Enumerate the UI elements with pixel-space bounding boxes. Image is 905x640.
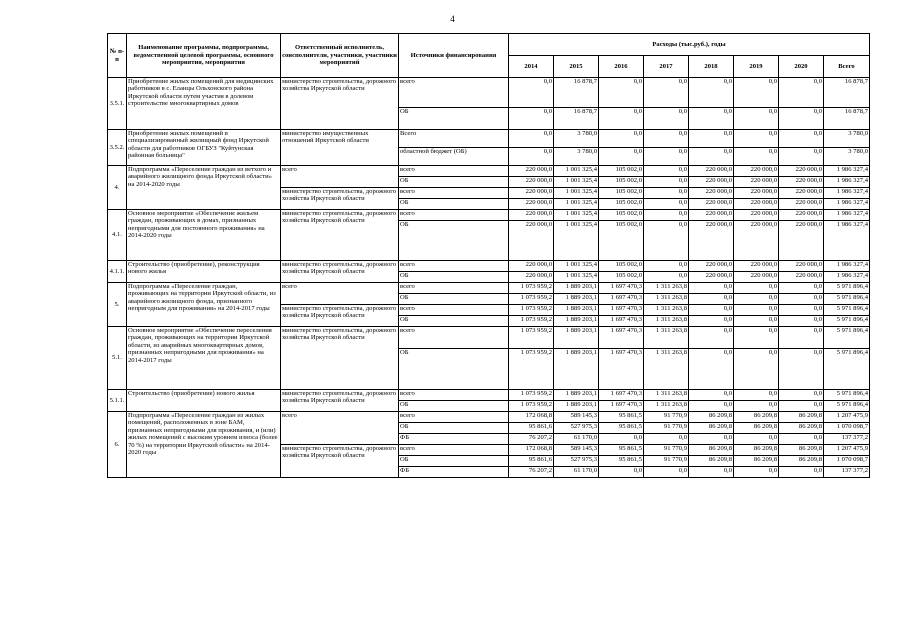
expense-value: 5 971 896,4	[824, 327, 870, 349]
table-row	[108, 390, 870, 401]
expense-value: 1 697 470,3	[599, 316, 644, 327]
expense-value: 0,0	[734, 434, 779, 445]
header-year: 2017	[644, 56, 689, 78]
expense-value: 1 001 325,4	[554, 261, 599, 272]
expense-value: 0,0	[779, 78, 824, 108]
expense-value: 0,0	[689, 390, 734, 401]
expense-value: 0,0	[689, 327, 734, 349]
funding-source: всего	[399, 305, 509, 316]
expense-value: 0,0	[509, 148, 554, 166]
row-number: 5.1.	[108, 327, 127, 390]
expense-value: 172 068,8	[509, 445, 554, 456]
row-number: 4.1.	[108, 210, 127, 261]
expense-value: 3 780,0	[824, 148, 870, 166]
expense-value: 1 311 263,8	[644, 283, 689, 294]
expense-value: 0,0	[644, 467, 689, 478]
header-year: 2020	[779, 56, 824, 78]
expense-value: 0,0	[644, 177, 689, 188]
expense-value: 220 000,0	[779, 210, 824, 221]
expense-value: 95 861,5	[599, 445, 644, 456]
table-row	[108, 283, 870, 294]
expense-value: 105 002,0	[599, 199, 644, 210]
header-year: 2019	[734, 56, 779, 78]
expense-value: 0,0	[779, 327, 824, 349]
expense-value: 1 070 098,7	[824, 423, 870, 434]
program-name: Приобретение жилых помещений в специализированный жилищный фонд Иркутской области для работников ОГБУЗ "Куйтунская районная больница"	[127, 130, 281, 166]
program-name: Строительство (приобретение), реконструкция нового жилья	[127, 261, 281, 283]
expense-value: 1 889 203,1	[554, 401, 599, 412]
expense-value: 5 971 896,4	[824, 349, 870, 390]
expense-value: 1 073 959,2	[509, 349, 554, 390]
program-name: Основное мероприятие «Обеспечение жильем граждан, проживающих в домах, признанных непригодными для постоянного проживания» на 2014-2020 годы	[127, 210, 281, 261]
page-number: 4	[450, 14, 455, 24]
expense-value: 1 311 263,8	[644, 305, 689, 316]
expense-value: 5 971 896,4	[824, 390, 870, 401]
expense-value: 220 000,0	[689, 261, 734, 272]
executor: министерство строительства, дорожного хозяйства Иркутской области	[281, 210, 399, 261]
executor: министерство имущественных отношений Иркутской области	[281, 130, 399, 166]
expense-value: 1 697 470,3	[599, 283, 644, 294]
expense-value: 220 000,0	[689, 221, 734, 261]
expense-value: 86 209,8	[779, 412, 824, 423]
expense-value: 0,0	[689, 294, 734, 305]
expense-value: 220 000,0	[734, 188, 779, 199]
expense-value: 220 000,0	[734, 166, 779, 177]
table-row	[108, 261, 870, 272]
expense-value: 86 209,8	[689, 456, 734, 467]
expense-value: 91 770,9	[644, 456, 689, 467]
row-number: 3.5.2.	[108, 130, 127, 166]
expense-value: 220 000,0	[779, 166, 824, 177]
expense-value: 0,0	[644, 261, 689, 272]
expense-value: 220 000,0	[689, 199, 734, 210]
header-year: 2016	[599, 56, 644, 78]
expense-value: 0,0	[644, 221, 689, 261]
expense-value: 0,0	[509, 108, 554, 130]
expense-value: 220 000,0	[734, 261, 779, 272]
expense-value: 1 697 470,3	[599, 294, 644, 305]
expense-value: 3 780,0	[554, 130, 599, 148]
expense-value: 86 209,8	[689, 423, 734, 434]
expense-value: 1 986 327,4	[824, 261, 870, 272]
program-name: Подпрограмма «Переселение граждан, проживающих на территории Иркутской области, из аварийного жилищного фонда, признанного непригодным для проживания» на 2014-2017 годы	[127, 283, 281, 327]
expense-value: 0,0	[689, 148, 734, 166]
expense-value: 76 207,2	[509, 467, 554, 478]
expense-value: 5 971 896,4	[824, 283, 870, 294]
funding-source: всего	[399, 210, 509, 221]
expense-value: 86 209,8	[689, 445, 734, 456]
expense-value: 220 000,0	[689, 188, 734, 199]
expense-value: 1 697 470,3	[599, 327, 644, 349]
expense-value: 86 209,8	[689, 412, 734, 423]
executor: всего	[281, 166, 399, 188]
expense-value: 1 986 327,4	[824, 210, 870, 221]
funding-source: ОБ	[399, 456, 509, 467]
expense-value: 105 002,0	[599, 188, 644, 199]
funding-source: ОБ	[399, 423, 509, 434]
row-number: 4.	[108, 166, 127, 210]
header-expenses: Расходы (тыс.руб.), годы	[509, 34, 870, 56]
header-source: Источники финансирования	[399, 34, 509, 78]
expense-value: 1 986 327,4	[824, 188, 870, 199]
expense-value: 86 209,8	[779, 456, 824, 467]
funding-source: всего	[399, 261, 509, 272]
funding-source: ОБ	[399, 294, 509, 305]
header-year: 2014	[509, 56, 554, 78]
expense-value: 0,0	[779, 305, 824, 316]
program-name: Основное мероприятие «Обеспечение переселения граждан, проживающих на территории Иркутской области, из аварийных многоквартирных домов, признанных непригодными для проживания» на 2014-2017 годы	[127, 327, 281, 390]
expense-value: 137 377,2	[824, 467, 870, 478]
expense-value: 0,0	[779, 294, 824, 305]
expense-value: 95 861,5	[599, 412, 644, 423]
expense-value: 61 170,0	[554, 467, 599, 478]
expense-value: 5 971 896,4	[824, 316, 870, 327]
expense-value: 1 070 098,7	[824, 456, 870, 467]
executor: министерство строительства, дорожного хозяйства Иркутской области	[281, 78, 399, 130]
expense-value: 220 000,0	[779, 221, 824, 261]
program-name: Подпрограмма «Переселение граждан из ветхого и аварийного жилищного фонда Иркутской области» на 2014-2020 годы	[127, 166, 281, 210]
expense-value: 1 697 470,3	[599, 305, 644, 316]
funding-source: ОБ	[399, 272, 509, 283]
expenses-table	[107, 33, 870, 478]
expense-value: 220 000,0	[509, 261, 554, 272]
expense-value: 0,0	[644, 188, 689, 199]
expense-value: 0,0	[689, 316, 734, 327]
expense-value: 1 311 263,8	[644, 316, 689, 327]
expense-value: 0,0	[599, 78, 644, 108]
expense-value: 0,0	[779, 467, 824, 478]
expense-value: 105 002,0	[599, 221, 644, 261]
expense-value: 527 975,3	[554, 423, 599, 434]
funding-source: ОБ	[399, 108, 509, 130]
funding-source: всего	[399, 445, 509, 456]
expense-value: 0,0	[779, 401, 824, 412]
expense-value: 0,0	[599, 148, 644, 166]
expense-value: 86 209,8	[779, 423, 824, 434]
expense-value: 1 073 959,2	[509, 390, 554, 401]
expense-value: 220 000,0	[689, 210, 734, 221]
expense-value: 0,0	[689, 130, 734, 148]
expense-value: 0,0	[734, 316, 779, 327]
expense-value: 1 207 475,9	[824, 412, 870, 423]
header-num: № п-п	[108, 34, 127, 78]
expense-value: 1 986 327,4	[824, 221, 870, 261]
expense-value: 0,0	[734, 467, 779, 478]
expense-value: 1 073 959,2	[509, 305, 554, 316]
funding-source: ОБ	[399, 349, 509, 390]
table-row	[108, 327, 870, 349]
expense-value: 105 002,0	[599, 210, 644, 221]
expense-value: 91 770,9	[644, 445, 689, 456]
expense-value: 1 001 325,4	[554, 188, 599, 199]
expense-value: 16 878,7	[554, 108, 599, 130]
expense-value: 0,0	[644, 78, 689, 108]
expense-value: 0,0	[644, 272, 689, 283]
expense-value: 0,0	[644, 166, 689, 177]
expense-value: 0,0	[644, 108, 689, 130]
expense-value: 589 145,3	[554, 412, 599, 423]
row-number: 3.5.1.	[108, 78, 127, 130]
expense-value: 220 000,0	[689, 272, 734, 283]
funding-source: всего	[399, 78, 509, 108]
expense-value: 0,0	[734, 401, 779, 412]
row-number: 5.	[108, 283, 127, 327]
expense-value: 1 889 203,1	[554, 305, 599, 316]
expense-value: 1 001 325,4	[554, 199, 599, 210]
executor: министерство строительства, дорожного хозяйства Иркутской области	[281, 327, 399, 390]
funding-source: всего	[399, 166, 509, 177]
expense-value: 1 986 327,4	[824, 177, 870, 188]
expense-value: 3 780,0	[554, 148, 599, 166]
expense-value: 220 000,0	[509, 188, 554, 199]
expense-value: 220 000,0	[689, 166, 734, 177]
table-row	[108, 412, 870, 423]
expense-value: 1 889 203,1	[554, 349, 599, 390]
program-name: Подпрограмма «Переселение граждан из жилых помещений, расположенных в зоне БАМ, признанных непригодными для проживания, и (или) жилых помещений с высоким уровнем износа (более 70 %) на территории Иркутской области» на 2014-2020 годы	[127, 412, 281, 478]
expense-value: 1 986 327,4	[824, 166, 870, 177]
expense-value: 1 073 959,2	[509, 283, 554, 294]
expense-value: 220 000,0	[734, 210, 779, 221]
funding-source: ОБ	[399, 199, 509, 210]
expense-value: 220 000,0	[509, 221, 554, 261]
expense-value: 220 000,0	[509, 177, 554, 188]
expense-value: 0,0	[689, 283, 734, 294]
table-row	[108, 166, 870, 177]
expense-value: 137 377,2	[824, 434, 870, 445]
expense-value: 105 002,0	[599, 177, 644, 188]
expense-value: 0,0	[509, 130, 554, 148]
expense-value: 0,0	[599, 467, 644, 478]
expense-value: 86 209,8	[779, 445, 824, 456]
expense-value: 0,0	[689, 108, 734, 130]
expense-value: 1 697 470,3	[599, 349, 644, 390]
expense-value: 105 002,0	[599, 166, 644, 177]
expense-value: 1 001 325,4	[554, 166, 599, 177]
expense-value: 0,0	[734, 349, 779, 390]
expense-value: 1 073 959,2	[509, 327, 554, 349]
expense-value: 0,0	[689, 349, 734, 390]
funding-source: областной бюджет (ОБ)	[399, 148, 509, 166]
expense-value: 220 000,0	[734, 221, 779, 261]
expense-value: 76 207,2	[509, 434, 554, 445]
expense-value: 95 861,6	[509, 423, 554, 434]
expense-value: 0,0	[734, 390, 779, 401]
expense-value: 220 000,0	[779, 199, 824, 210]
expense-value: 1 311 263,8	[644, 294, 689, 305]
expense-value: 0,0	[599, 108, 644, 130]
expense-value: 0,0	[734, 283, 779, 294]
expense-value: 0,0	[599, 434, 644, 445]
expense-value: 1 889 203,1	[554, 294, 599, 305]
expense-value: 0,0	[644, 148, 689, 166]
expense-value: 61 170,0	[554, 434, 599, 445]
expense-value: 1 986 327,4	[824, 199, 870, 210]
expense-value: 0,0	[779, 283, 824, 294]
expense-value: 0,0	[734, 148, 779, 166]
expense-value: 1 986 327,4	[824, 272, 870, 283]
expense-value: 1 311 263,8	[644, 349, 689, 390]
expense-value: 0,0	[734, 327, 779, 349]
expense-value: 1 073 959,2	[509, 294, 554, 305]
expense-value: 1 001 325,4	[554, 177, 599, 188]
expense-value: 220 000,0	[734, 199, 779, 210]
expense-value: 0,0	[599, 130, 644, 148]
expense-value: 1 311 263,8	[644, 327, 689, 349]
executor: министерство строительства, дорожного хозяйства Иркутской области	[281, 188, 399, 210]
expense-value: 1 889 203,1	[554, 327, 599, 349]
expense-value: 0,0	[689, 467, 734, 478]
expense-value: 95 861,5	[599, 456, 644, 467]
expense-value: 220 000,0	[779, 188, 824, 199]
table-row	[108, 130, 870, 148]
row-number: 4.1.1.	[108, 261, 127, 283]
expense-value: 220 000,0	[779, 261, 824, 272]
expense-value: 1 073 959,2	[509, 401, 554, 412]
expense-value: 0,0	[779, 130, 824, 148]
expense-value: 0,0	[734, 305, 779, 316]
expense-value: 86 209,8	[734, 456, 779, 467]
funding-source: всего	[399, 390, 509, 401]
expense-value: 1 001 325,4	[554, 210, 599, 221]
funding-source: ФБ	[399, 434, 509, 445]
header-executor: Ответственный исполнитель, соисполнители, участники, участники мероприятий	[281, 34, 399, 78]
header-name: Наименование программы, подпрограммы, ведомственной целевой программы, основного мероприятия, мероприятия	[127, 34, 281, 78]
expense-value: 220 000,0	[509, 166, 554, 177]
funding-source: ОБ	[399, 316, 509, 327]
executor: министерство строительства, дорожного хозяйства Иркутской области	[281, 261, 399, 283]
expense-value: 91 770,9	[644, 423, 689, 434]
funding-source: всего	[399, 412, 509, 423]
expense-value: 1 001 325,4	[554, 221, 599, 261]
expense-value: 220 000,0	[734, 272, 779, 283]
funding-source: Всего	[399, 130, 509, 148]
expense-value: 220 000,0	[779, 272, 824, 283]
expense-value: 0,0	[689, 78, 734, 108]
funding-source: ОБ	[399, 177, 509, 188]
header-year: 2018	[689, 56, 734, 78]
header-year: Всего	[824, 56, 870, 78]
expense-value: 91 770,9	[644, 412, 689, 423]
expense-value: 86 209,8	[734, 412, 779, 423]
expense-value: 16 878,7	[824, 78, 870, 108]
expense-value: 0,0	[689, 401, 734, 412]
expense-value: 3 780,0	[824, 130, 870, 148]
expense-value: 220 000,0	[509, 272, 554, 283]
expense-value: 1 889 203,1	[554, 316, 599, 327]
expense-value: 0,0	[779, 390, 824, 401]
expense-value: 5 971 896,4	[824, 401, 870, 412]
expense-value: 1 001 325,4	[554, 272, 599, 283]
expense-value: 220 000,0	[734, 177, 779, 188]
expense-value: 589 145,3	[554, 445, 599, 456]
row-number: 5.1.1.	[108, 390, 127, 412]
expense-value: 0,0	[644, 434, 689, 445]
expense-value: 1 697 470,3	[599, 401, 644, 412]
expense-value: 95 861,5	[599, 423, 644, 434]
funding-source: ФБ	[399, 467, 509, 478]
expense-value: 1 207 475,9	[824, 445, 870, 456]
funding-source: всего	[399, 327, 509, 349]
expense-value: 1 697 470,3	[599, 390, 644, 401]
funding-source: ОБ	[399, 401, 509, 412]
header-year: 2015	[554, 56, 599, 78]
executor: всего	[281, 412, 399, 445]
funding-source: всего	[399, 188, 509, 199]
executor: всего	[281, 283, 399, 305]
expense-value: 86 209,8	[734, 445, 779, 456]
expense-value: 220 000,0	[779, 177, 824, 188]
expense-value: 0,0	[644, 199, 689, 210]
expense-value: 95 861,6	[509, 456, 554, 467]
expense-value: 16 878,7	[554, 78, 599, 108]
executor: министерство строительства, дорожного хозяйства Иркутской области	[281, 390, 399, 412]
executor: министерство строительства, дорожного хозяйства Иркутской области	[281, 305, 399, 327]
funding-source: всего	[399, 283, 509, 294]
expense-value: 16 878,7	[824, 108, 870, 130]
expense-value: 0,0	[779, 434, 824, 445]
expense-value: 105 002,0	[599, 272, 644, 283]
program-name: Приобретение жилых помещений для медицинских работников в с. Еланцы Ольхонского района Иркутской области путем участия в долевом строительстве многоквартирных домов	[127, 78, 281, 130]
expense-value: 0,0	[779, 108, 824, 130]
expense-value: 0,0	[779, 316, 824, 327]
expense-value: 1 311 263,8	[644, 401, 689, 412]
expense-value: 0,0	[644, 210, 689, 221]
funding-source: ОБ	[399, 221, 509, 261]
expense-value: 0,0	[689, 305, 734, 316]
expense-value: 1 311 263,8	[644, 390, 689, 401]
expense-value: 172 068,8	[509, 412, 554, 423]
expense-value: 86 209,8	[734, 423, 779, 434]
expense-value: 527 975,3	[554, 456, 599, 467]
expense-value: 0,0	[644, 130, 689, 148]
expense-value: 0,0	[734, 294, 779, 305]
expense-value: 1 889 203,1	[554, 390, 599, 401]
expense-value: 0,0	[734, 108, 779, 130]
expense-value: 5 971 896,4	[824, 294, 870, 305]
table-row	[108, 78, 870, 108]
expense-value: 1 073 959,2	[509, 316, 554, 327]
expense-value: 105 002,0	[599, 261, 644, 272]
expense-value: 0,0	[734, 78, 779, 108]
expense-value: 0,0	[734, 130, 779, 148]
expense-value: 1 889 203,1	[554, 283, 599, 294]
expense-value: 0,0	[689, 434, 734, 445]
program-name: Строительство (приобретение) нового жилья	[127, 390, 281, 412]
expense-value: 5 971 896,4	[824, 305, 870, 316]
table-row	[108, 210, 870, 221]
row-number: 6.	[108, 412, 127, 478]
expense-value: 0,0	[509, 78, 554, 108]
expense-value: 220 000,0	[509, 210, 554, 221]
expense-value: 220 000,0	[689, 177, 734, 188]
executor: министерство строительства, дорожного хозяйства Иркутской области	[281, 445, 399, 478]
expense-value: 0,0	[779, 349, 824, 390]
expense-value: 0,0	[779, 148, 824, 166]
expense-value: 220 000,0	[509, 199, 554, 210]
